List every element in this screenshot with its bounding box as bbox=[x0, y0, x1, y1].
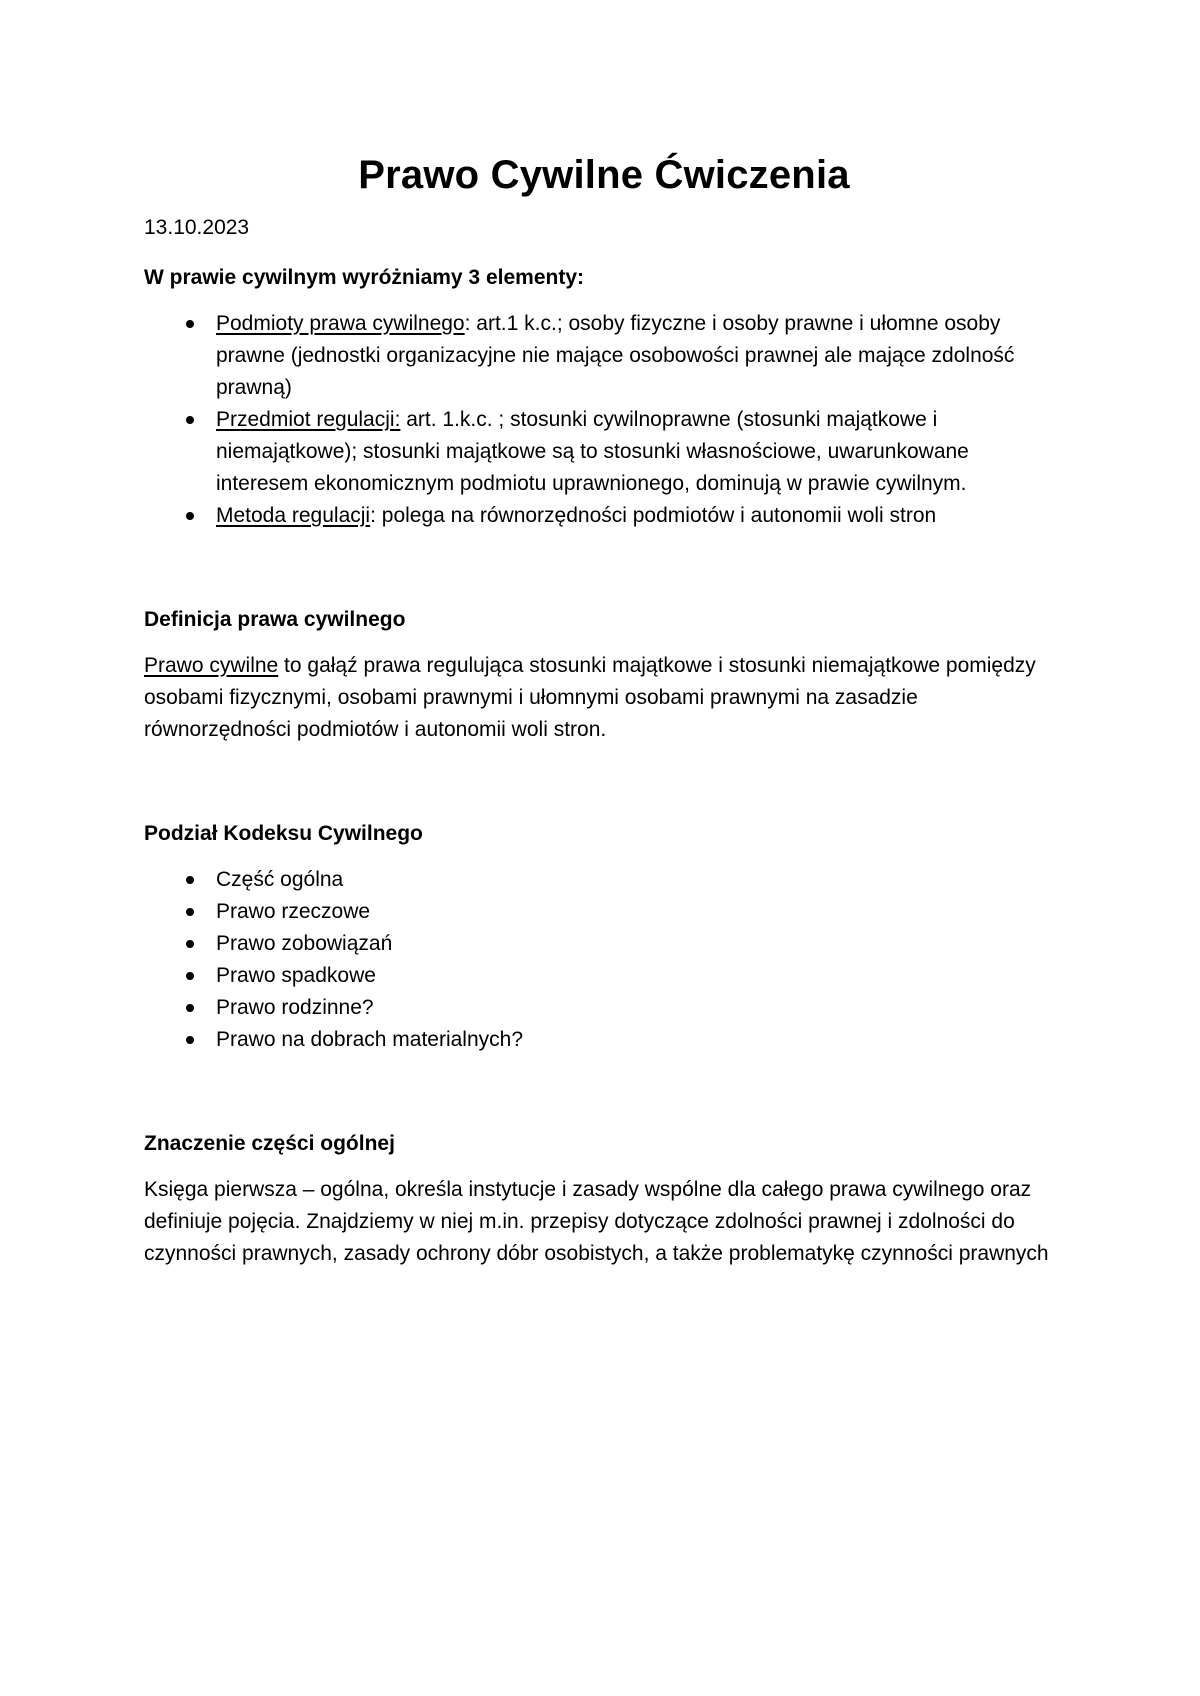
element-term: Przedmiot regulacji: bbox=[216, 408, 401, 431]
definition-paragraph bbox=[144, 650, 1064, 746]
list-item bbox=[144, 960, 1064, 992]
bullet-icon bbox=[186, 876, 194, 884]
general-part-heading: Znaczenie części ogólnej bbox=[144, 1132, 395, 1155]
list-item bbox=[144, 864, 1064, 896]
division-item: Prawo zobowiązań bbox=[216, 932, 393, 955]
list-item bbox=[144, 896, 1064, 928]
list-item bbox=[144, 500, 1064, 532]
list-item bbox=[144, 1024, 1064, 1056]
division-list bbox=[144, 864, 1064, 1056]
division-item: Prawo na dobrach materialnych? bbox=[216, 1028, 524, 1051]
bullet-icon bbox=[186, 416, 194, 424]
definition-term: Prawo cywilne bbox=[144, 654, 279, 677]
element-text: : polega na równorzędności podmiotów i autonomii woli stron bbox=[370, 504, 937, 527]
element-term: Podmioty prawa cywilnego bbox=[216, 312, 465, 335]
bullet-icon bbox=[186, 320, 194, 328]
document-title: Prawo Cywilne Ćwiczenia bbox=[358, 153, 850, 197]
division-item: Prawo rodzinne? bbox=[216, 996, 374, 1019]
element-term: Metoda regulacji bbox=[216, 504, 371, 527]
element-text: : art.1 k.c.; osoby fizyczne i osoby prawne i ułomne osoby prawne (jednostki organizacyjne nie mające osobowości prawnej ale mające zdolność prawną) bbox=[216, 312, 1015, 399]
list-item bbox=[144, 928, 1064, 960]
bullet-icon bbox=[186, 940, 194, 948]
bullet-icon bbox=[186, 1004, 194, 1012]
bullet-icon bbox=[186, 908, 194, 916]
definition-heading: Definicja prawa cywilnego bbox=[144, 608, 406, 631]
intro-heading: W prawie cywilnym wyróżniamy 3 elementy: bbox=[144, 266, 584, 289]
bullet-icon bbox=[186, 512, 194, 520]
division-item: Prawo rzeczowe bbox=[216, 900, 371, 923]
bullet-icon bbox=[186, 972, 194, 980]
bullet-icon bbox=[186, 1036, 194, 1044]
list-item bbox=[144, 992, 1064, 1024]
division-heading: Podział Kodeksu Cywilnego bbox=[144, 822, 423, 845]
list-item bbox=[144, 404, 1064, 500]
general-part-paragraph: Księga pierwsza – ogólna, określa instytucje i zasady wspólne dla całego prawa cywilnego oraz definiuje pojęcia. Znajdziemy w niej m.in. przepisy dotyczące zdolności prawnej i zdolności do czynności prawnych, zasady ochrony dóbr osobistych, a także problematykę czynności prawnych bbox=[144, 1178, 1049, 1265]
division-item: Prawo spadkowe bbox=[216, 964, 376, 987]
definition-text: to gałąź prawa regulująca stosunki majątkowe i stosunki niemajątkowe pomiędzy osobami fizycznymi, osobami prawnymi i ułomnymi osobami prawnymi na zasadzie równorzędności podmiotów i autonomii woli stron. bbox=[144, 654, 1036, 741]
element-text: art. 1.k.c. ; stosunki cywilnoprawne (stosunki majątkowe i niemajątkowe); stosunki majątkowe są to stosunki własnościowe, uwarunkowane interesem ekonomicznym podmiotu uprawnionego, dominują w prawie cywilnym. bbox=[216, 408, 969, 495]
list-item bbox=[144, 308, 1064, 404]
document-date: 13.10.2023 bbox=[144, 216, 250, 239]
elements-list bbox=[144, 308, 1064, 532]
document-content bbox=[144, 148, 1064, 1270]
division-item: Część ogólna bbox=[216, 868, 344, 891]
